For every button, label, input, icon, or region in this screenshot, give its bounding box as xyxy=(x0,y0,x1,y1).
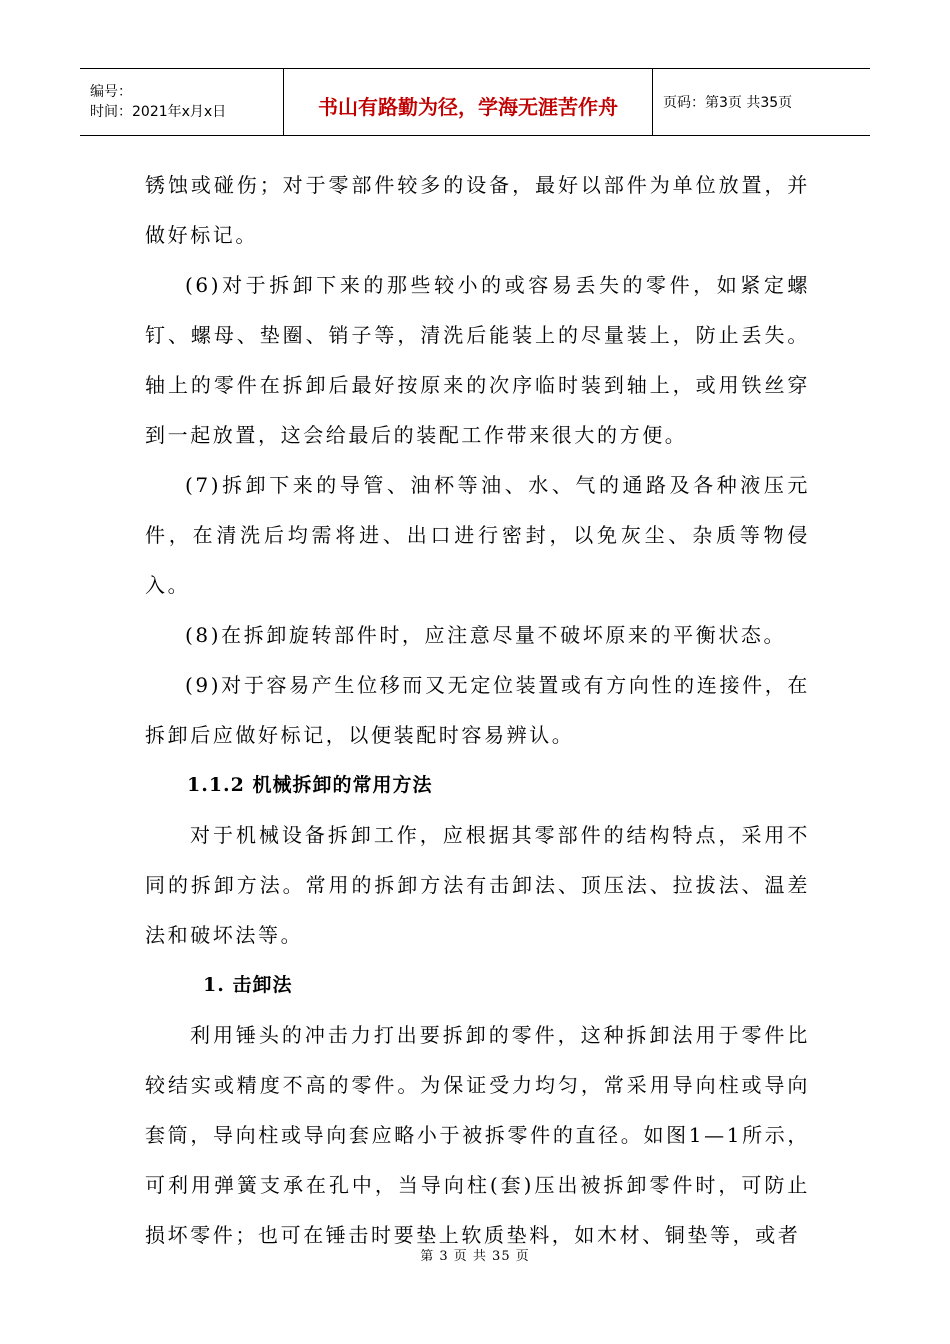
footer-page-number: 第 3 页 共 35 页 xyxy=(420,1249,530,1264)
page-label: 页码：第3页 共35页 xyxy=(663,95,793,111)
document-body xyxy=(145,160,810,1260)
section-heading-1-1-2: 1.1.2 机械拆卸的常用方法 xyxy=(187,774,433,796)
paragraph-item-9: (9)对于容易产生位移而又无定位装置或有方向性的连接件，在拆卸后应做好标记，以便装配时容易辨认。 xyxy=(145,673,810,747)
paragraph-item-7: (7)拆卸下来的导管、油杯等油、水、气的通路及各种液压元件，在清洗后均需将进、出口进行密封，以免灰尘、杂质等物侵入。 xyxy=(145,473,810,597)
header-page xyxy=(653,69,870,135)
header-motto xyxy=(283,69,653,135)
paragraph-item-8: (8)在拆卸旋转部件时，应注意尽量不破坏原来的平衡状态。 xyxy=(185,623,787,647)
doc-number-label: 编号： xyxy=(90,84,132,100)
paragraph-continued: 锈蚀或碰伤；对于零部件较多的设备，最好以部件为单位放置，并做好标记。 xyxy=(145,173,810,247)
subsection-heading-strike: 1. 击卸法 xyxy=(203,974,293,996)
paragraph-methods: 对于机械设备拆卸工作，应根据其零部件的结构特点，采用不同的拆卸方法。常用的拆卸方法有击卸法、顶压法、拉拔法、温差法和破坏法等。 xyxy=(145,823,810,947)
header-meta xyxy=(80,69,283,135)
header-table xyxy=(80,68,870,136)
doc-time-label: 时间：2021年x月x日 xyxy=(90,104,227,120)
paragraph-item-6: (6)对于拆卸下来的那些较小的或容易丢失的零件，如紧定螺钉、螺母、垫圈、销子等，清洗后能装上的尽量装上，防止丢失。轴上的零件在拆卸后最好按原来的次序临时装到轴上，或用铁丝穿到一起放置，这会给最后的装配工作带来很大的方便。 xyxy=(145,273,810,447)
page-footer xyxy=(0,1245,950,1264)
motto-text: 书山有路勤为径，学海无涯苦作舟 xyxy=(318,94,618,119)
paragraph-strike-method: 利用锤头的冲击力打出要拆卸的零件，这种拆卸法用于零件比较结实或精度不高的零件。为保证受力均匀，常采用导向柱或导向套筒，导向柱或导向套应略小于被拆零件的直径。如图1—1所示，可利用弹簧支承在孔中，当导向柱(套)压出被拆卸零件时，可防止损坏零件；也可在锤击时要垫上软质垫料，如木材、铜垫等，或者 xyxy=(145,1023,810,1247)
